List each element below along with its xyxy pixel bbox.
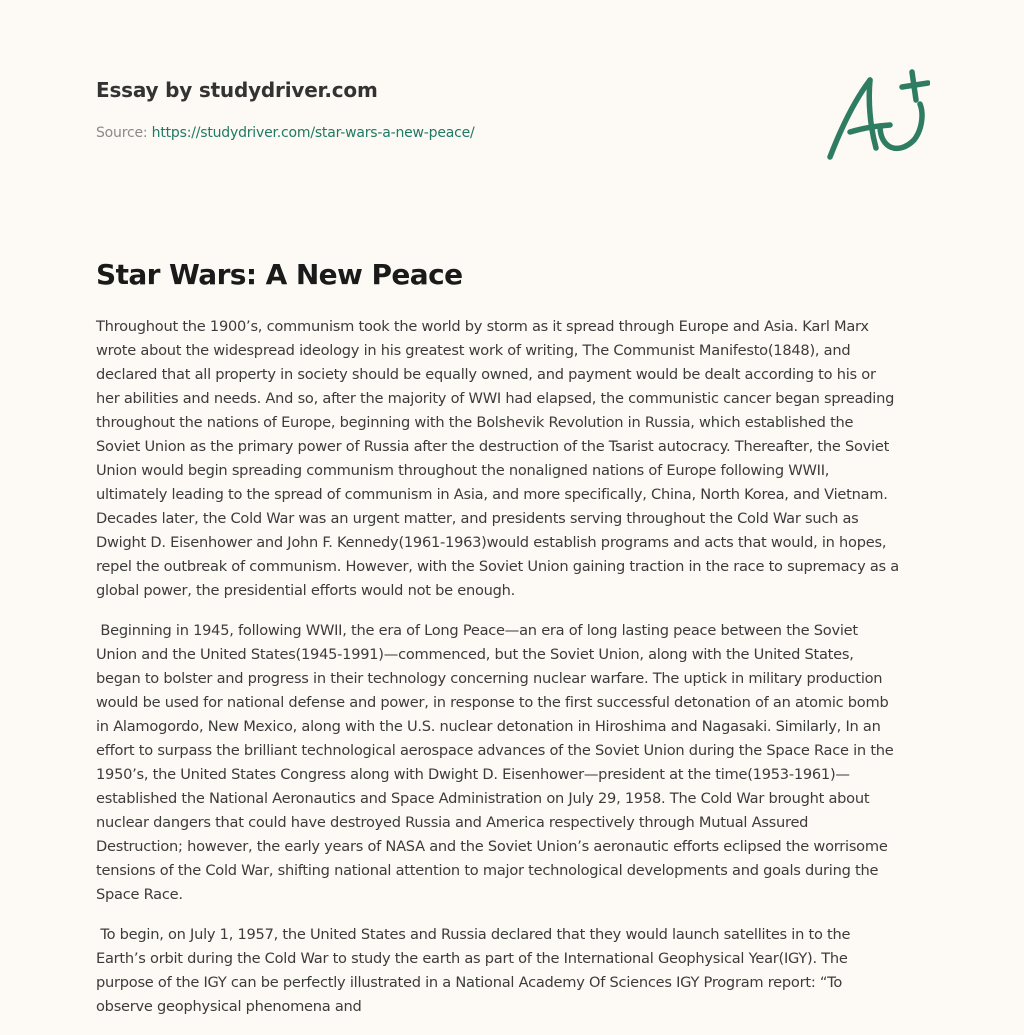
article-body <box>96 315 936 1035</box>
text-line: Dwight D. Eisenhower and John F. Kennedy(1961-1963)would establish programs and acts that would, in hopes, <box>96 534 887 551</box>
source-link[interactable]: https://studydriver.com/star-wars-a-new-peace/ <box>151 125 475 141</box>
text-line: global power, the presidential efforts would not be enough. <box>96 582 516 599</box>
text-line: repel the outbreak of communism. However, with the Soviet Union gaining traction in the race to supremacy as a <box>96 558 899 575</box>
text-line: Earth’s orbit during the Cold War to study the earth as part of the International Geophysical Year(IGY). The <box>96 950 848 967</box>
text-line: began to bolster and progress in their technology concerning nuclear warfare. The uptick in military production <box>96 670 883 687</box>
text-line: Union would begin spreading communism throughout the nonaligned nations of Europe following WWII, <box>96 462 830 479</box>
text-line: 1950’s, the United States Congress along with Dwight D. Eisenhower—president at the time(1953-1961)— <box>96 766 850 783</box>
site-title: Essay by studydriver.com <box>96 78 378 102</box>
text-line: Union and the United States(1945-1991)—commenced, but the Soviet Union, along with the United States, <box>96 646 854 663</box>
text-line: would be used for national defense and power, in response to the first successful detonation of an atomic bomb <box>96 694 889 711</box>
article-title: Star Wars: A New Peace <box>96 258 463 291</box>
text-line: her abilities and needs. And so, after the majority of WWI had elapsed, the communistic cancer began spreading <box>96 390 895 407</box>
text-line: Throughout the 1900’s, communism took the world by storm as it spread through Europe and Asia. Karl Marx <box>96 318 869 335</box>
text-line: Destruction; however, the early years of NASA and the Soviet Union’s aeronautic efforts eclipsed the worrisome <box>96 838 888 855</box>
text-line: Space Race. <box>96 886 183 903</box>
text-line: Soviet Union as the primary power of Russia after the destruction of the Tsarist autocracy. Thereafter, the Soviet <box>96 438 890 455</box>
text-line: nuclear dangers that could have destroyed Russia and America respectively through Mutual Assured <box>96 814 809 831</box>
text-line: Decades later, the Cold War was an urgent matter, and presidents serving throughout the Cold War such as <box>96 510 859 527</box>
text-line: ultimately leading to the spread of communism in Asia, and more specifically, China, North Korea, and Vietnam. <box>96 486 888 503</box>
source-line <box>96 123 475 143</box>
text-line: declared that all property in society should be equally owned, and payment would be dealt according to his or <box>96 366 876 383</box>
text-line: established the National Aeronautics and Space Administration on July 29, 1958. The Cold War brought about <box>96 790 870 807</box>
text-line: observe geophysical phenomena and <box>96 998 362 1015</box>
page-header <box>96 76 475 143</box>
text-line: Beginning in 1945, following WWII, the era of Long Peace—an era of long lasting peace between the Soviet <box>96 622 858 639</box>
source-label: Source: <box>96 125 152 141</box>
text-line: in Alamogordo, New Mexico, along with the U.S. nuclear detonation in Hiroshima and Nagasaki. Similarly, In an <box>96 718 881 735</box>
text-line: wrote about the widespread ideology in his greatest work of writing, The Communist Manifesto(1848), and <box>96 342 851 359</box>
text-line: purpose of the IGY can be perfectly illustrated in a National Academy Of Sciences IGY Program report: “To <box>96 974 843 991</box>
paragraph-1 <box>96 315 936 603</box>
text-line: throughout the nations of Europe, beginning with the Bolshevik Revolution in Russia, which established the <box>96 414 854 431</box>
text-line: tensions of the Cold War, shifting national attention to major technological developments and goals during the <box>96 862 879 879</box>
a-plus-grade-icon <box>818 66 930 166</box>
text-line: To begin, on July 1, 1957, the United States and Russia declared that they would launch satellites in to the <box>96 926 851 943</box>
paragraph-3 <box>96 923 936 1019</box>
text-line: effort to surpass the brilliant technological aerospace advances of the Soviet Union during the Space Race in the <box>96 742 894 759</box>
paragraph-2 <box>96 619 936 907</box>
